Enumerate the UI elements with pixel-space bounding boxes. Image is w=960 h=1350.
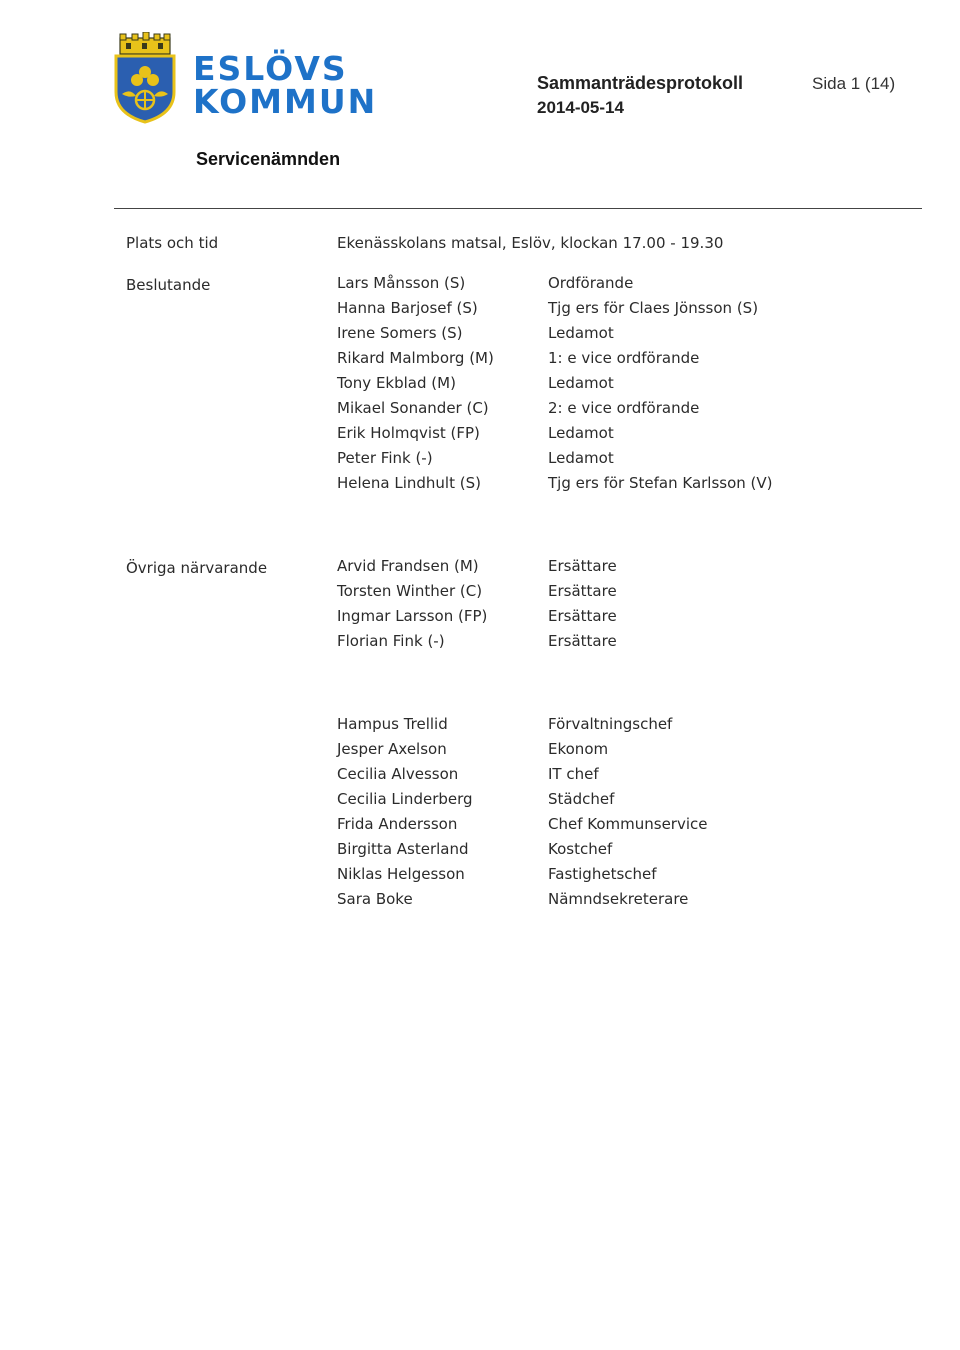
municipality-name-logo [193,49,378,121]
official-role: Kostchef [548,840,613,858]
member-name: Hanna Barjosef (S) [337,299,478,317]
official-role: Ekonom [548,740,609,758]
others-present-label: Övriga närvarande [126,559,268,577]
member-name: Lars Månsson (S) [337,274,466,292]
official-role: Chef Kommunservice [548,815,708,833]
official-name: Jesper Axelson [337,740,447,758]
logo-line-1: ESLÖVS [193,49,348,88]
substitute-role: Ersättare [548,607,617,625]
official-name: Sara Boke [337,890,413,908]
substitute-name: Torsten Winther (C) [337,582,483,600]
municipality-crest-logo [112,32,178,124]
member-role: 2: e vice ordförande [548,399,700,417]
substitute-role: Ersättare [548,632,617,650]
member-role: Ledamot [548,424,614,442]
official-role: Förvaltningschef [548,715,673,733]
others-present-names [337,554,487,654]
substitute-name: Florian Fink (-) [337,632,445,650]
member-name: Mikael Sonander (C) [337,399,489,417]
substitute-name: Ingmar Larsson (FP) [337,607,488,625]
official-name: Cecilia Linderberg [337,790,473,808]
official-name: Hampus Trellid [337,715,448,733]
official-name: Frida Andersson [337,815,458,833]
member-name: Peter Fink (-) [337,449,433,467]
header-divider [114,208,922,209]
page-number: Sida 1 (14) [812,74,896,93]
member-role: 1: e vice ordförande [548,349,700,367]
official-role: Städchef [548,790,615,808]
official-role: IT chef [548,765,599,783]
official-name: Niklas Helgesson [337,865,465,883]
member-name: Rikard Malmborg (M) [337,349,494,367]
member-role: Ledamot [548,324,614,342]
official-name: Cecilia Alvesson [337,765,459,783]
member-name: Helena Lindhult (S) [337,474,481,492]
member-role: Tjg ers för Stefan Karlsson (V) [548,474,773,492]
member-role: Ledamot [548,449,614,467]
member-name: Erik Holmqvist (FP) [337,424,480,442]
substitute-role: Ersättare [548,582,617,600]
others-present-roles [548,554,617,654]
officials-roles [548,712,708,912]
official-name: Birgitta Asterland [337,840,469,858]
document-date: 2014-05-14 [537,98,624,117]
committee-name: Servicenämnden [196,149,341,169]
member-role: Ledamot [548,374,614,392]
decision-makers-names [337,271,494,496]
member-name: Irene Somers (S) [337,324,463,342]
official-role: Fastighetschef [548,865,657,883]
logo-line-2: KOMMUN [193,82,378,121]
officials-names [337,712,473,912]
official-role: Nämndsekreterare [548,890,689,908]
member-role: Tjg ers för Claes Jönsson (S) [548,299,759,317]
document-title: Sammanträdesprotokoll [537,73,744,93]
substitute-name: Arvid Frandsen (M) [337,557,479,575]
decision-makers-roles [548,271,773,496]
member-name: Tony Ekblad (M) [337,374,456,392]
decision-makers-label: Beslutande [126,276,211,294]
substitute-role: Ersättare [548,557,617,575]
place-time-value: Ekenässkolans matsal, Eslöv, klockan 17.00 - 19.30 [337,234,724,252]
place-time-label: Plats och tid [126,234,219,252]
member-role: Ordförande [548,274,634,292]
